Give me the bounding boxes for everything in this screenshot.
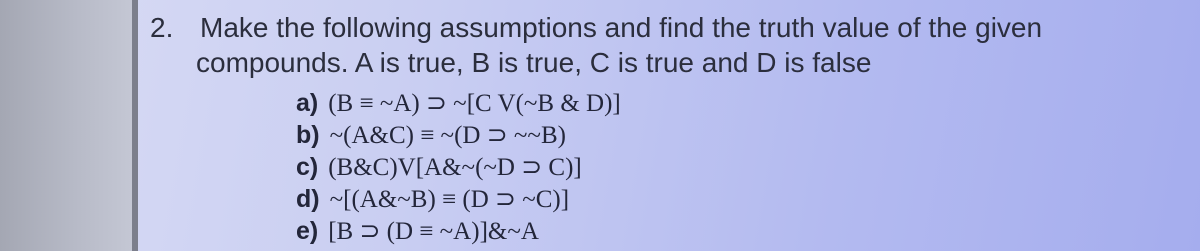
item-expression: (B&C)V[A&~(~D ⊃ C)] bbox=[328, 154, 582, 181]
item-label: e) bbox=[296, 217, 319, 245]
question-text-line-2: compounds. A is true, B is true, C is true and D is false bbox=[196, 47, 872, 78]
item-expression: ~[(A&~B) ≡ (D ⊃ ~C)] bbox=[329, 186, 570, 213]
item-label: d) bbox=[296, 185, 320, 213]
compound-item-b bbox=[296, 120, 621, 152]
compound-item-e bbox=[296, 216, 621, 248]
item-label: b) bbox=[296, 121, 320, 149]
compound-item-a bbox=[296, 88, 621, 120]
item-expression: [B ⊃ (D ≡ ~A)]&~A bbox=[328, 218, 539, 245]
question-page bbox=[138, 0, 1200, 251]
item-expression: ~(A&C) ≡ ~(D ⊃ ~~B) bbox=[329, 122, 566, 149]
compound-item-c bbox=[296, 152, 621, 184]
item-label: a) bbox=[296, 89, 319, 117]
compound-list bbox=[296, 88, 621, 248]
item-expression: (B ≡ ~A) ⊃ ~[C V(~B & D)] bbox=[328, 90, 621, 117]
question-text-line-1: Make the following assumptions and find the truth value of the given bbox=[200, 12, 1043, 43]
left-margin-bar bbox=[0, 0, 132, 251]
item-label: c) bbox=[296, 153, 319, 181]
compound-item-d bbox=[296, 184, 621, 216]
question-number: 2. bbox=[150, 12, 174, 43]
